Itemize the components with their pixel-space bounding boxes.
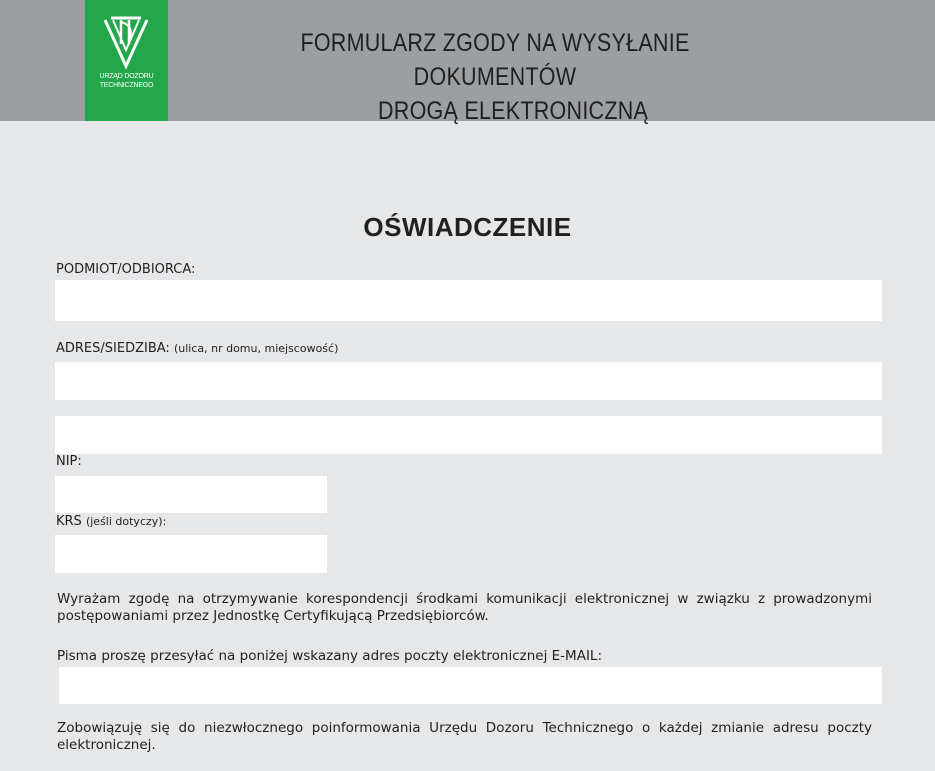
nip-input[interactable] xyxy=(55,476,327,513)
udt-logo xyxy=(85,0,168,121)
adres-input-line-2[interactable] xyxy=(55,416,882,454)
email-label: Pisma proszę przesyłać na poniżej wskazany adres poczty elektronicznej E-MAIL: xyxy=(57,648,602,664)
email-input[interactable] xyxy=(59,667,882,704)
title-line-2: DROGĄ ELEKTRONICZNĄ xyxy=(377,97,649,125)
nip-label: NIP: xyxy=(56,454,82,469)
podmiot-input[interactable] xyxy=(55,280,882,321)
krs-hint: (jeśli dotyczy): xyxy=(85,515,167,528)
logo-text: URZĄD DOZORU TECHNICZNEGO xyxy=(99,73,154,89)
krs-label: KRS (jeśli dotyczy): xyxy=(56,514,167,529)
commitment-statement: Zobowiązuję się do niezwłocznego poinformowania Urzędu Dozoru Technicznego o każdej zmianie adresu poczty elektronicznej. xyxy=(57,720,872,753)
title-line-1: FORMULARZ ZGODY NA WYSYŁANIE DOKUMENTÓW xyxy=(300,29,690,91)
document-title xyxy=(224,26,766,128)
podmiot-label: PODMIOT/ODBIORCA: xyxy=(56,262,196,277)
section-title: OŚWIADCZENIE xyxy=(363,212,572,242)
krs-input[interactable] xyxy=(55,535,327,573)
adres-label: ADRES/SIEDZIBA: (ulica, nr domu, miejscowość) xyxy=(56,341,339,356)
consent-statement: Wyrażam zgodę na otrzymywanie korespondencji środkami komunikacji elektronicznej w związku z prowadzonymi postępowaniami przez Jednostkę Certyfikującą Przedsiębiorców. xyxy=(57,591,872,624)
adres-input-line-1[interactable] xyxy=(55,362,882,400)
udt-logo-icon xyxy=(101,14,151,70)
adres-hint: (ulica, nr domu, miejscowość) xyxy=(173,342,339,355)
page-header xyxy=(0,0,935,125)
